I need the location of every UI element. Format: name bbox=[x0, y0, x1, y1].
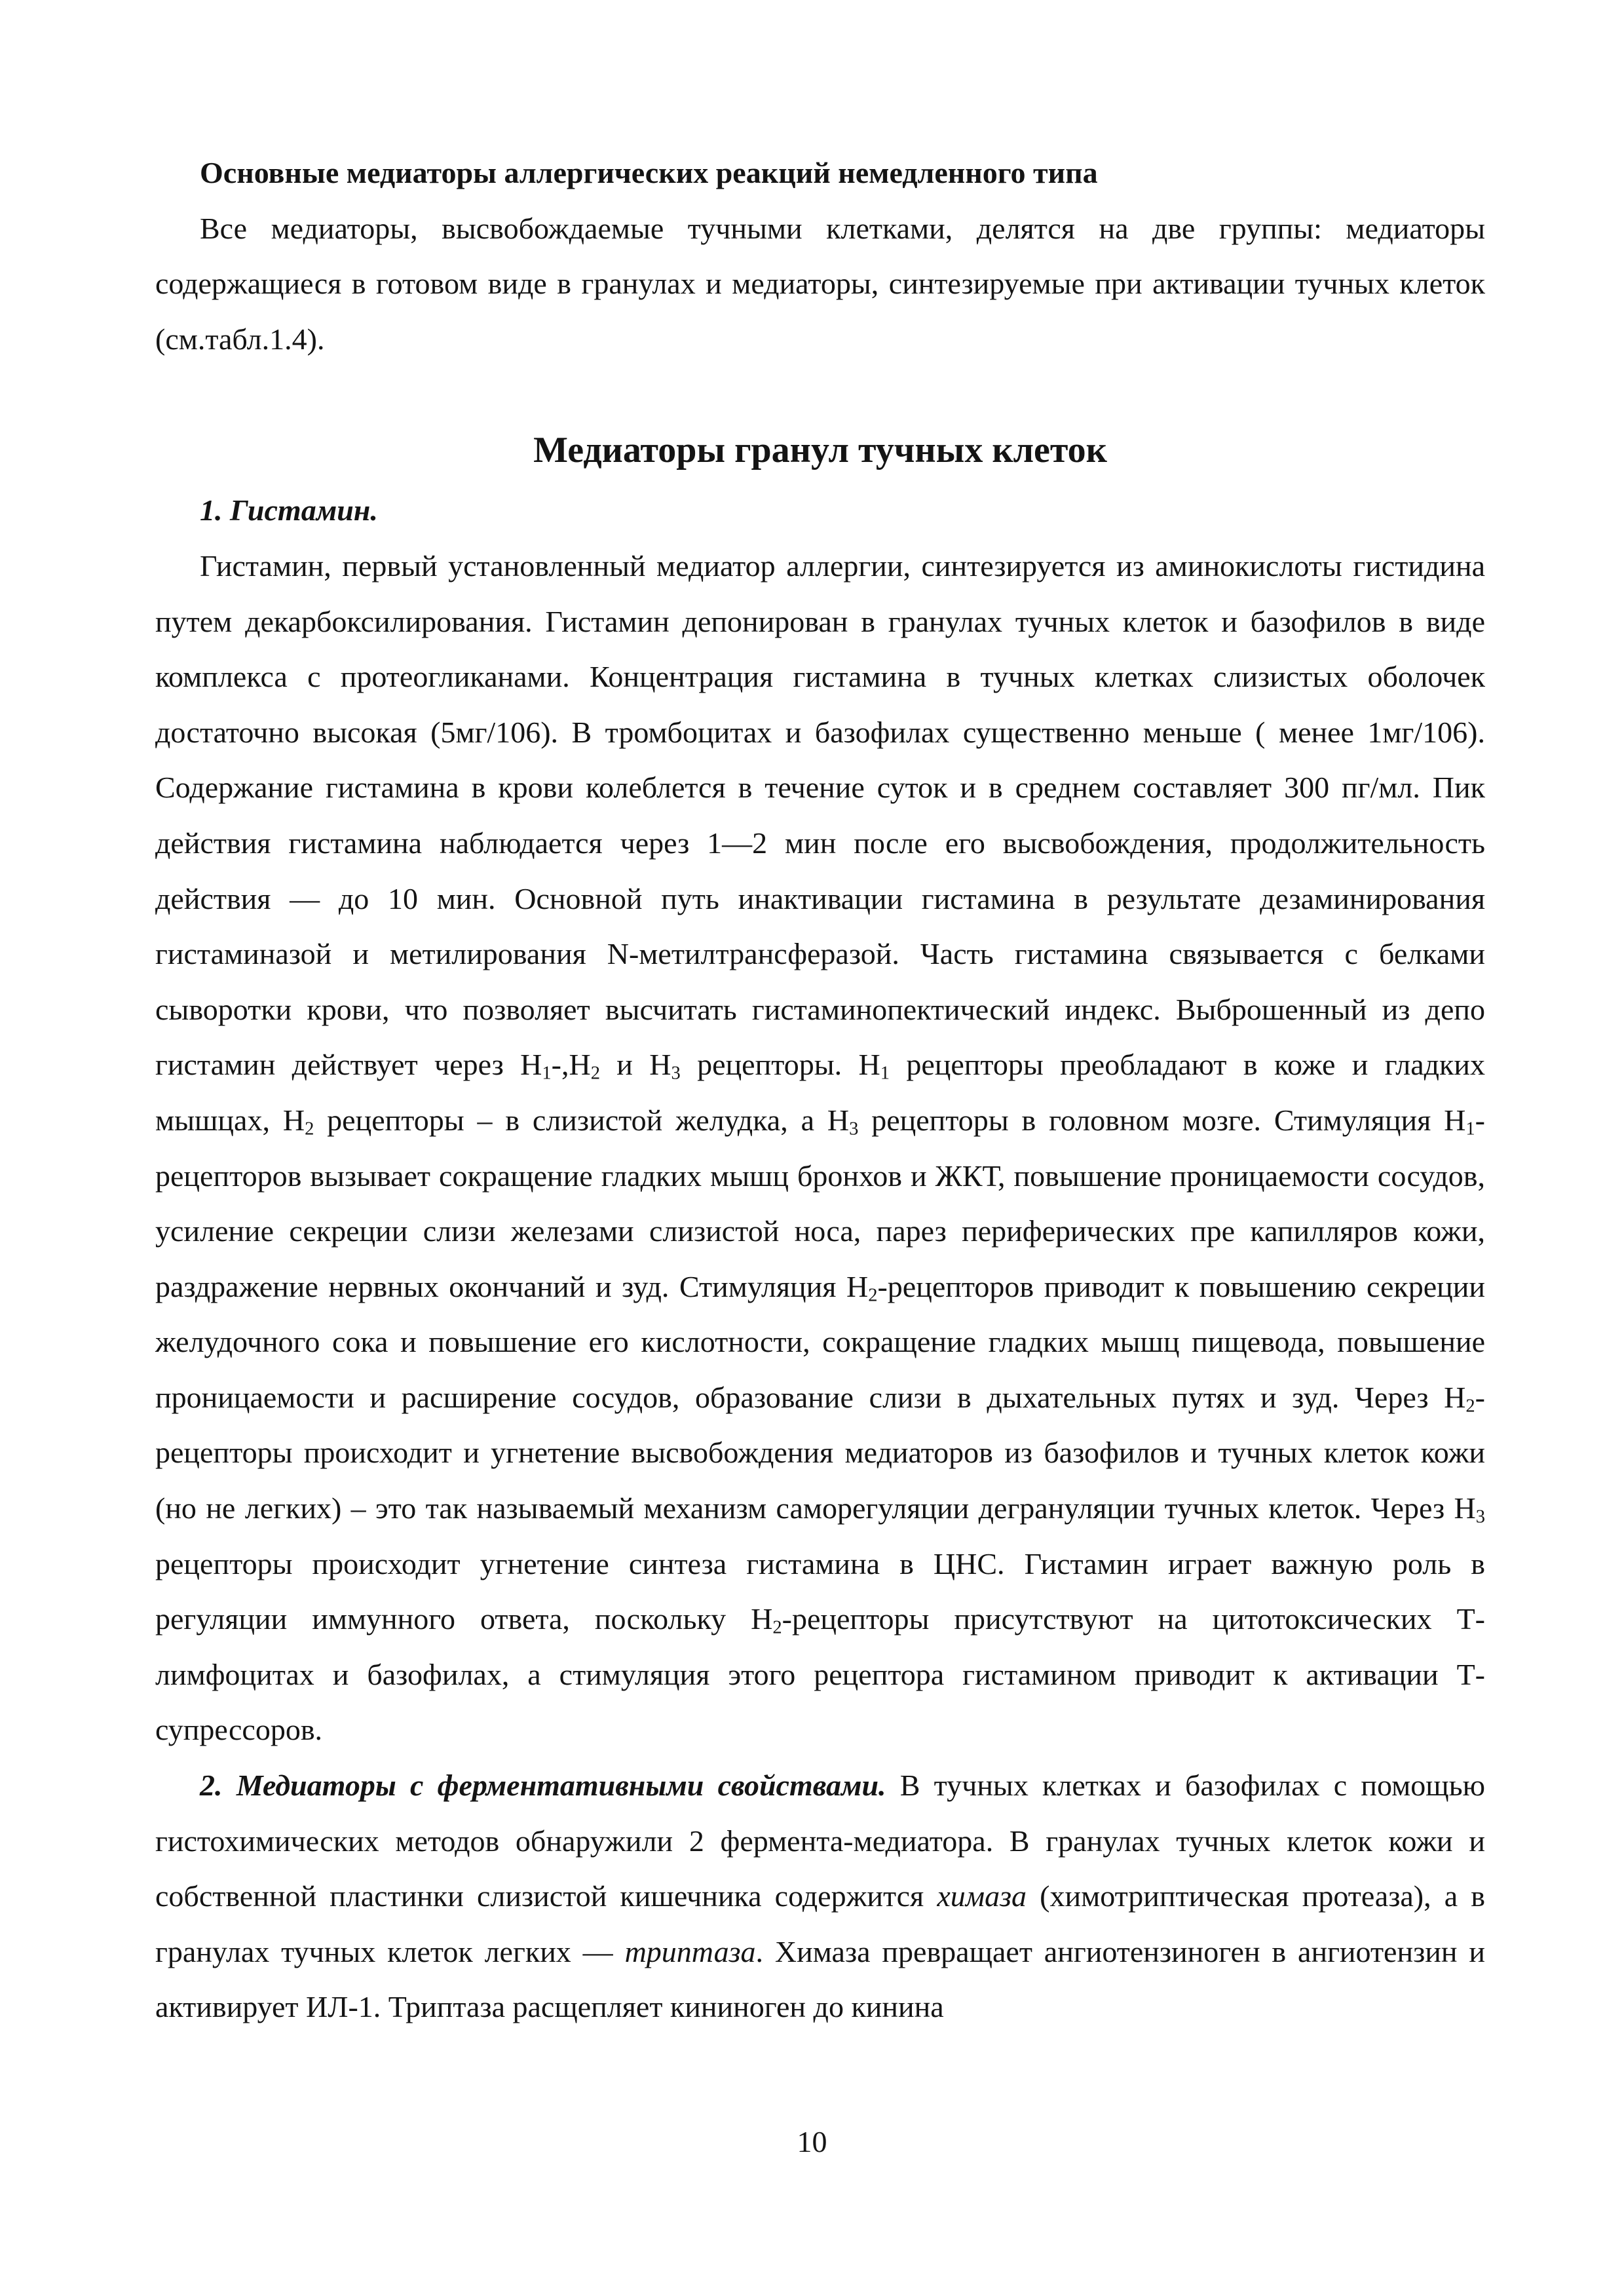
receptor-h3: $H_3$ bbox=[649, 1048, 681, 1084]
term-chymase: химаза bbox=[937, 1879, 1027, 1913]
page-body bbox=[155, 145, 1485, 2035]
enzymes-paragraph: 2. Медиаторы с ферментативными свойствами. В тучных клетках и базофилах с помощью гистохимических методов обнаружили 2 фермента-медиатора. В гранулах тучных клеток кожи и собственной пластинки слизистой кишечника содержится химаза (химотриптическая протеаза), а в гранулах тучных клеток легких — триптаза. Химаза превращает ангиотензиноген в ангиотензин и активирует ИЛ-1. Триптаза расщепляет кининоген до кинина bbox=[155, 1769, 1485, 2024]
receptor-h2: $H_2$ bbox=[569, 1048, 600, 1084]
section-title: Медиаторы гранул тучных клеток bbox=[533, 430, 1107, 471]
histamine-paragraph: Гистамин, первый установленный медиатор аллергии, синтезируется из аминокислоты гистидина путем декарбоксилирования. Гистамин депонирован в гранулах тучных клеток и базофилов в виде комплекса с протеогликанами. Концентрация гистамина в тучных клетках слизистых оболочек достаточно высокая (5мг/106). В тромбоцитах и базофилах существенно меньше ( менее 1мг/106). Содержание гистамина в крови колеблется в течение суток и в среднем составляет 300 пг/мл. Пик действия гистамина наблюдается через 1—2 мин после его высвобождения, продолжительность действия — до 10 мин. Основной путь инактивации гистамина в результате дезаминирования гистаминазой и метилирования N-метилтрансферазой. Часть гистамина связывается с белками сыворотки крови, что позволяет высчитать гистаминопектический индекс. Выброшенный из депо гистамин действует через $H_1-,H_2$ и $H_3$ рецепторы. $H_1$ рецепторы преобладают в коже и гладких мышцах, $H_2$ рецепторы – в слизистой желудка, а $H_3$ рецепторы в головном мозге. Стимуляция $H_1$-рецепторов вызывает сокращение гладких мышц бронхов и ЖКТ, повышение проницаемости сосудов, усиление секреции слизи железами слизистой носа, парез периферических пре капилляров кожи, раздражение нервных окончаний и зуд. Стимуляция $H_2$-рецепторов приводит к повышению секреции желудочного сока и повышение его кислотности, сокращение гладких мышц пищевода, повышение проницаемости и расширение сосудов, образование слизи в дыхательных путях и зуд. Через $H_2$-рецепторы происходит и угнетение высвобождения медиаторов из базофилов и тучных клеток кожи (но не легких) – это так называемый механизм саморегуляции дегрануляции тучных клеток. Через $H_3$ рецепторы происходит угнетение синтеза гистамина в ЦНС. Гистамин играет важную роль в регуляции иммунного ответа, поскольку $H_2$-рецепторы присутствуют на цитотоксических Т-лимфоцитах и базофилах, а стимуляция этого рецептора гистамином приводит к активации Т-супрессоров. bbox=[155, 548, 1486, 1747]
term-tryptase: триптаза bbox=[624, 1934, 756, 1968]
histamine-text-1: Гистамин, первый установленный медиатор аллергии, синтезируется из аминокислоты гистидина путем декарбоксилирования. Гистамин депонирован в гранулах тучных клеток и базофилов в виде комплекса с протеогликанами. Концентрация гистамина в тучных клетках слизистых оболочек достаточно высокая (5мг/106). В тромбоцитах и базофилах существенно меньше ( менее 1мг/106). Содержание гистамина в крови колеблется в течение суток и в среднем составляет 300 пг/мл. Пик действия гистамина наблюдается через 1—2 мин после его высвобождения, продолжительность действия — до 10 мин. Основной путь инактивации гистамина в результате дезаминирования гистаминазой и метилирования N-метилтрансферазой. Часть гистамина связывается с белками сыворотки крови, что позволяет высчитать гистаминопектический индекс. Выброшенный из депо гистамин действует через bbox=[155, 548, 1485, 1082]
page-number: 10 bbox=[797, 2125, 827, 2158]
intro-heading: Основные медиаторы аллергических реакций немедленного типа bbox=[200, 156, 1098, 189]
enzymes-subheading: 2. Медиаторы с ферментативными свойствами. bbox=[200, 1769, 886, 1803]
intro-paragraph: Все медиаторы, высвобождаемые тучными клетками, делятся на две группы: медиаторы содержащиеся в готовом виде в гранулах и медиаторы, синтезируемые при активации тучных клеток (см.табл.1.4). bbox=[155, 211, 1485, 356]
histamine-subheading: 1. Гистамин. bbox=[200, 493, 378, 527]
receptor-h1: $H_1$ bbox=[520, 1048, 552, 1084]
